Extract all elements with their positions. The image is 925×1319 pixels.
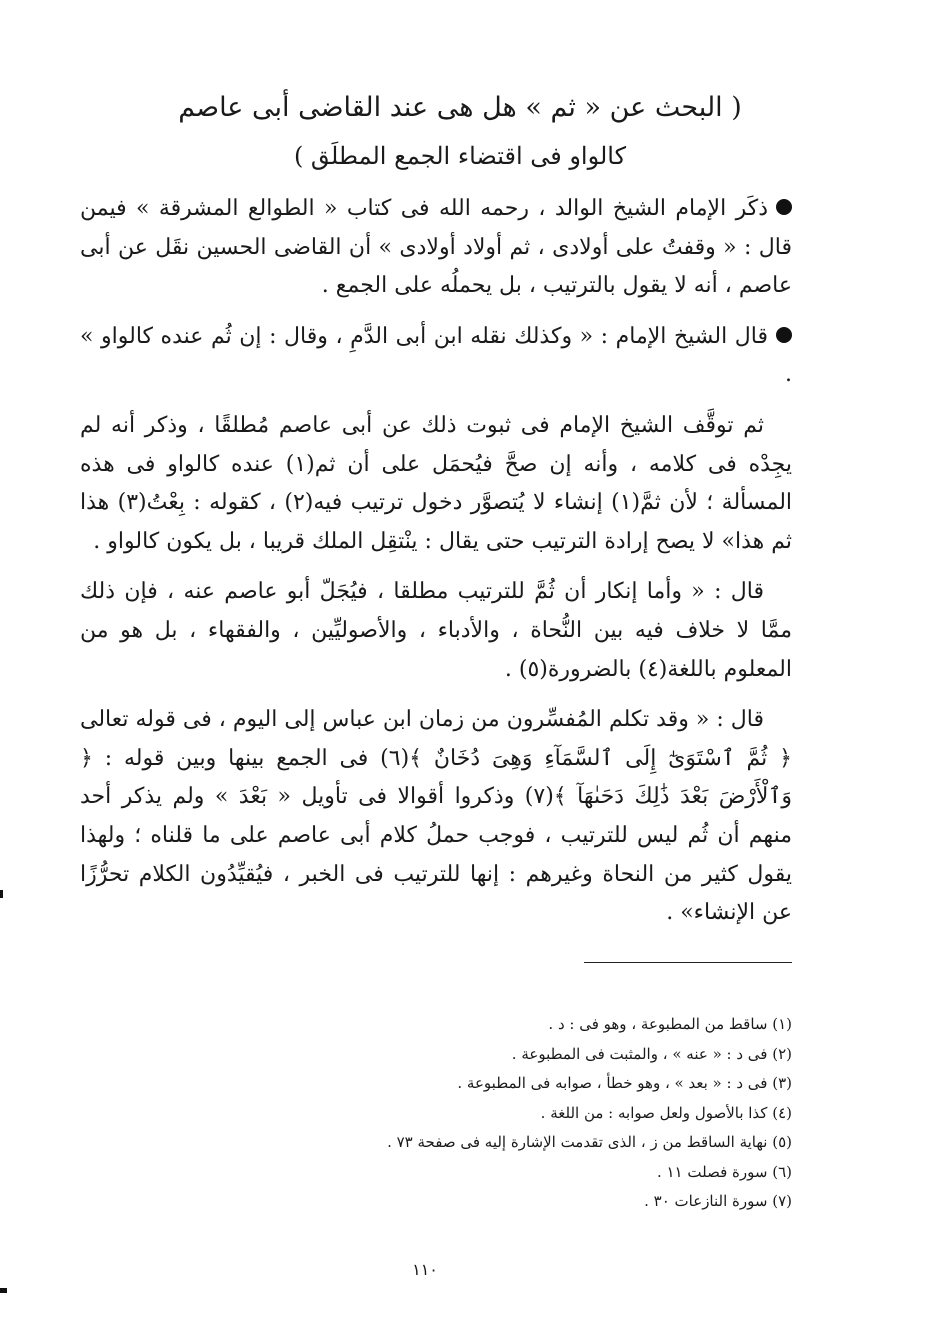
main-text	[80, 190, 792, 945]
paragraph: قال : « وقد تكلم المُفسِّرون من زمان ابن عباس إلى اليوم ، فى قوله تعالى ﴿ ثُمَّ ٱسْتَوَىٰٓ إِلَى ٱلسَّمَآءِ وَهِىَ دُخَانٌ ﴾(٦) فى الجمع بينها وبين قوله : ﴿ وَٱلْأَرْضَ بَعْدَ ذَٰلِكَ دَحَىٰهَآ ﴾(٧) وذكروا أقوالا فى تأويل « بَعْدَ » ولم يذكر أحد منهم أن ثُم ليس للترتيب ، فوجب حملُ كلام أبى عاصم على ما قلناه ؛ ولهذا يقول كثير من النحاة وغيرهم : إنها للترتيب فى الخبر ، فيُقيِّدُون الكلام تحرُّزًا عن الإنشاء» .	[80, 707, 792, 926]
bullet-icon	[776, 327, 792, 343]
bullet-icon	[776, 199, 792, 215]
page-number: ١١٠	[412, 1260, 438, 1279]
footnote-separator	[584, 962, 792, 963]
section-title-line-1: ( البحث عن « ثم » هل هى عند القاضى أبى عاصم	[178, 92, 742, 123]
footnote: (١) ساقط من المطبوعة ، وهو فى : د .	[548, 1015, 792, 1033]
scan-edge-mark	[0, 890, 3, 898]
footnotes-list	[272, 1010, 792, 1217]
footnote: (٤) كذا بالأصول ولعل صوابه : من اللغة .	[540, 1103, 792, 1122]
footnote: (٦) سورة فصلت ١١ .	[656, 1162, 792, 1181]
paragraph: ذكَر الإمام الشيخ الوالد ، رحمه الله فى كتاب « الطوالع المشرقة » فيمن قال : « وقفتُ على أولادى ، ثم أولاد أولادى » أن القاضى الحسين نقَل عن أبى عاصم ، أنه لا يقول بالترتيب ، بل يحملُه على الجمع .	[80, 196, 792, 299]
footnote: (٧) سورة النازعات ٣٠ .	[644, 1192, 792, 1210]
footnote: (٥) نهاية الساقط من ز ، الذى تقدمت الإشارة إليه فى صفحة ٧٣ .	[387, 1133, 792, 1151]
paragraph: قال : « وأما إنكار أن ثُمَّ للترتيب مطلقا ، فيُجَلّ أبو عاصم عنه ، فإن ذلك ممَّا لا خلاف فيه بين النُّحاة ، والأدباء ، والأصوليِّين ، والفقهاء ، بل هو من المعلوم باللغة(٤) بالضرورة(٥) .	[80, 579, 792, 682]
paragraph: ثم توقَّف الشيخ الإمام فى ثبوت ذلك عن أبى عاصم مُطلقًا ، وذكر أنه لم يجِدْه فى كلامه ، وأنه إن صحَّ فيُحمَل على أن ثم(١) عنده كالواو فى هذه المسألة ؛ لأن ثمَّ(١) إنشاء لا يُتصوَّر دخول ترتيب فيه(٢) ، كقوله : بِعْتُ(٣) هذا ثم هذا» لا يصح إرادة الترتيب حتى يقال : ينْتقِل الملك قريبا ، بل يكون كالواو .	[80, 412, 793, 554]
scan-edge-mark	[0, 1288, 7, 1293]
footnote: (٣) فى د : « بعد » ، وهو خطأ ، صوابه فى المطبوعة .	[457, 1074, 792, 1092]
section-title-line-2: كالواو فى اقتضاء الجمع المطلَق )	[293, 142, 627, 170]
footnote: (٢) فى د : « عنه » ، والمثبت فى المطبوعة .	[511, 1044, 792, 1063]
paragraph: قال الشيخ الإمام : « وكذلك نقله ابن أبى الدَّمِ ، وقال : إن ثُم عنده كالواو » .	[80, 323, 792, 388]
